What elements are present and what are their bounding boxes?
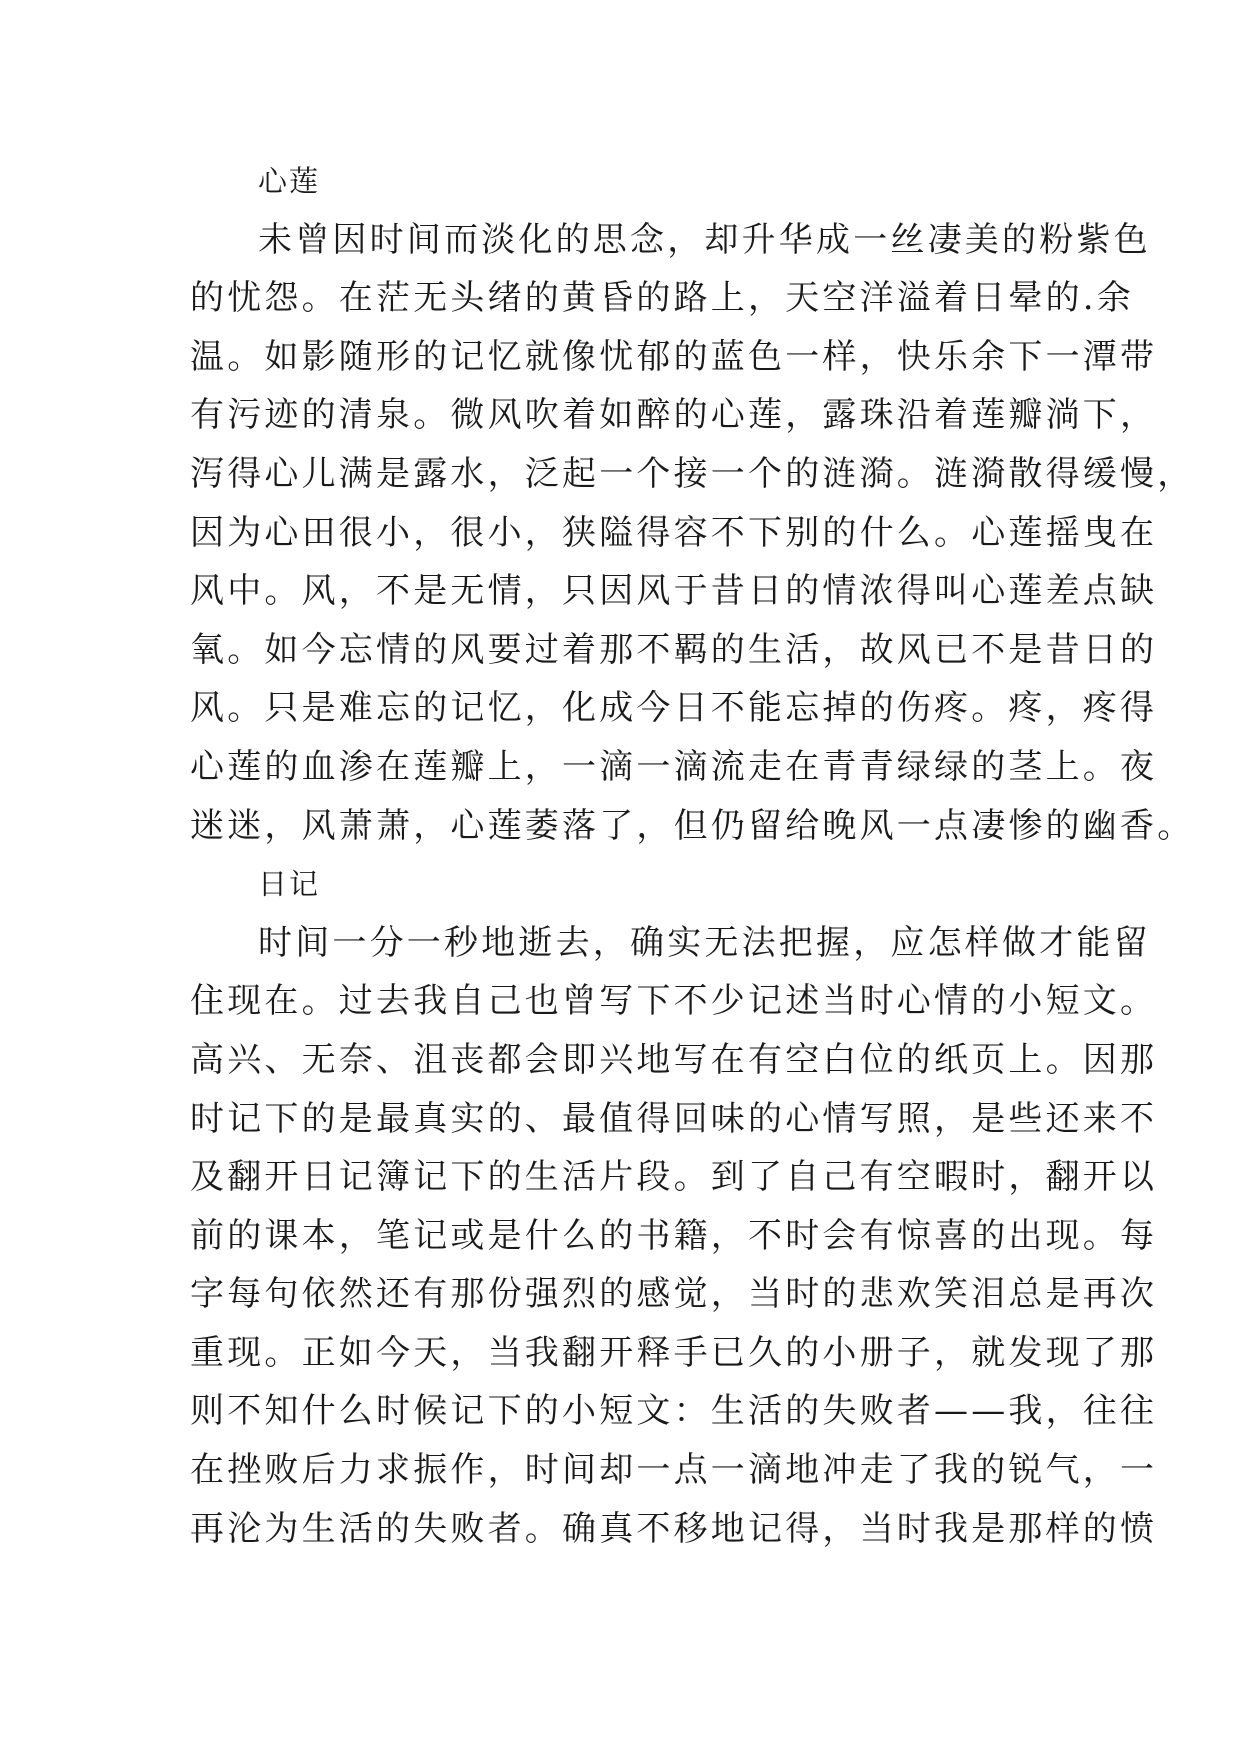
text-line: 在挫败后力求振作，时间却一点一滴地冲走了我的锐气，一	[190, 1450, 1158, 1491]
section-title-xinlian: 心莲	[258, 164, 321, 198]
text-line: 的忧怨。在茫无头绪的黄昏的路上，天空洋溢着日晕的.余	[190, 278, 1135, 319]
text-line: 时间一分一秒地逝去，确实无法把握，应怎样做才能留	[258, 922, 1151, 963]
text-line: 字每句依然还有那份强烈的感觉，当时的悲欢笑泪总是再次	[190, 1274, 1158, 1315]
text-line: 及翻开日记簿记下的生活片段。到了自己有空暇时，翻开以	[190, 1157, 1158, 1198]
text-line: 风中。风，不是无情，只因风于昔日的情浓得叫心莲差点缺	[190, 571, 1158, 612]
text-line: 住现在。过去我自己也曾写下不少记述当时心情的小短文。	[190, 981, 1158, 1022]
text-line: 则不知什么时候记下的小短文：生活的失败者——我，往往	[190, 1391, 1158, 1432]
text-line: 迷迷，风萧萧，心莲萎落了，但仍留给晚风一点凄惨的幽香。	[190, 805, 1195, 846]
text-line: 氧。如今忘情的风要过着那不羁的生活，故风已不是昔日的	[190, 629, 1158, 670]
text-line: 未曾因时间而淡化的思念，却升华成一丝凄美的粉紫色	[258, 219, 1151, 260]
text-line: 再沦为生活的失败者。确真不移地记得，当时我是那样的愤	[190, 1508, 1158, 1549]
text-line: 有污迹的清泉。微风吹着如醉的心莲，露珠沿着莲瓣淌下，	[190, 395, 1158, 436]
document-body	[190, 152, 1195, 1558]
text-line: 风。只是难忘的记忆，化成今日不能忘掉的伤疼。疼，疼得	[190, 688, 1158, 729]
text-line: 温。如影随形的记忆就像忧郁的蓝色一样，快乐余下一潭带	[190, 336, 1158, 377]
text-line: 前的课本，笔记或是什么的书籍，不时会有惊喜的出现。每	[190, 1215, 1158, 1256]
section-body-xinlian	[190, 211, 1195, 856]
text-line: 因为心田很小，很小，狭隘得容不下别的什么。心莲摇曳在	[190, 512, 1158, 553]
text-line: 时记下的是最真实的、最值得回味的心情写照，是些还来不	[190, 1098, 1158, 1139]
section-body-riji	[190, 914, 1158, 1559]
text-line: 高兴、无奈、沮丧都会即兴地写在有空白位的纸页上。因那	[190, 1039, 1158, 1080]
text-line: 泻得心儿满是露水，泛起一个接一个的涟漪。涟漪散得缓慢，	[190, 453, 1195, 494]
section-title-riji: 日记	[258, 867, 321, 902]
text-line: 心莲的血渗在莲瓣上，一滴一滴流走在青青绿绿的茎上。夜	[190, 746, 1158, 787]
text-line: 重现。正如今天，当我翻开释手已久的小册子，就发现了那	[190, 1332, 1158, 1373]
